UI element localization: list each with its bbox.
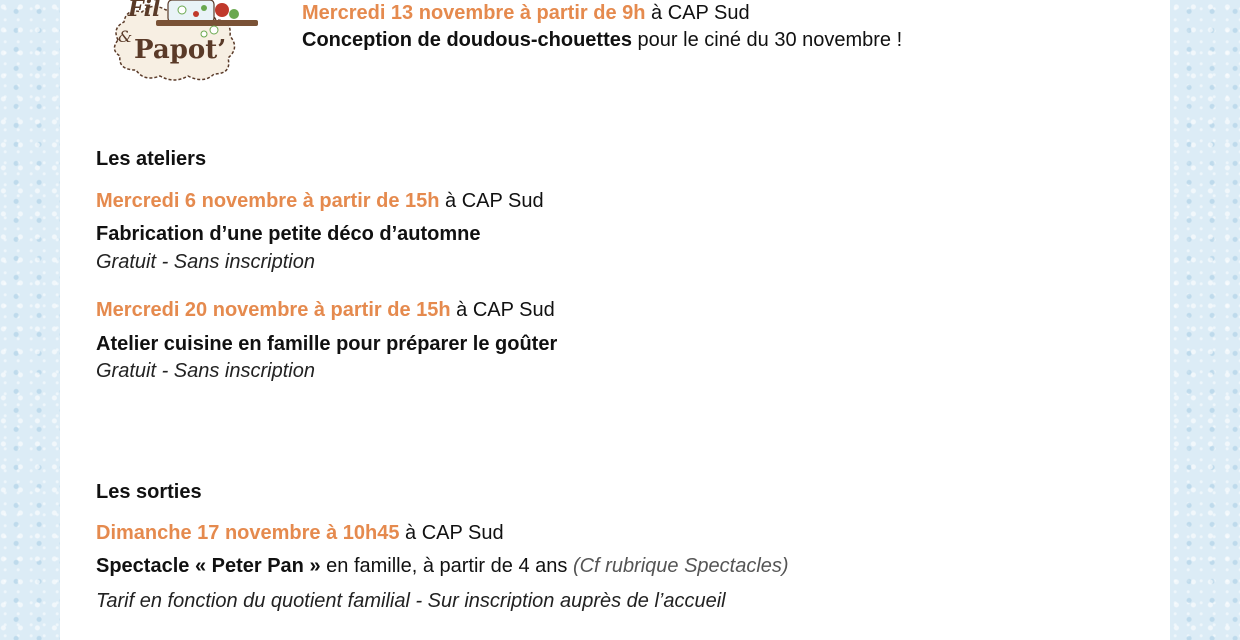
sortie-ref: (Cf rubrique Spectacles) xyxy=(572,555,789,577)
sortie-date: Dimanche 17 novembre à 10h45 xyxy=(96,522,400,544)
logo-word-fil: Fil xyxy=(128,0,161,22)
sortie-title-line xyxy=(96,553,789,579)
ateliers-heading: Les ateliers xyxy=(96,148,207,170)
logo-ampersand: & xyxy=(118,27,133,46)
top-event-date-line xyxy=(302,0,750,26)
top-event-title-line xyxy=(302,27,902,53)
atelier-2-note: Gratuit - Sans inscription xyxy=(96,360,315,382)
atelier-2-title: Atelier cuisine en famille pour préparer le goûter xyxy=(96,333,558,355)
atelier-1-date-line xyxy=(96,188,544,214)
sortie-note: Tarif en fonction du quotient familial - Sur inscription auprès de l’accueil xyxy=(96,590,726,612)
top-event-date: Mercredi 13 novembre à partir de 9h xyxy=(302,2,646,24)
sortie-date-line xyxy=(96,520,504,546)
atelier-1-date: Mercredi 6 novembre à partir de 15h xyxy=(96,190,440,212)
atelier-2-date: Mercredi 20 novembre à partir de 15h xyxy=(96,299,451,321)
sortie-place: à CAP Sud xyxy=(399,522,504,544)
atelier-1-title: Fabrication d’une petite déco d’automne xyxy=(96,223,481,245)
top-event-place: à CAP Sud xyxy=(645,2,750,24)
top-event-title: Conception de doudous-chouettes xyxy=(302,29,632,51)
sorties-heading: Les sorties xyxy=(96,481,202,503)
atelier-1-note: Gratuit - Sans inscription xyxy=(96,251,315,273)
atelier-1-place: à CAP Sud xyxy=(439,190,544,212)
top-event-title-rest: pour le ciné du 30 novembre ! xyxy=(632,29,903,51)
logo-word-papot: Papot’ xyxy=(134,35,227,65)
sortie-title-rest: en famille, à partir de 4 ans xyxy=(320,555,573,577)
fil-papot-logo xyxy=(108,0,278,82)
atelier-2-date-line xyxy=(96,297,555,323)
atelier-2-place: à CAP Sud xyxy=(450,299,555,321)
sortie-title: Spectacle « Peter Pan » xyxy=(96,555,321,577)
